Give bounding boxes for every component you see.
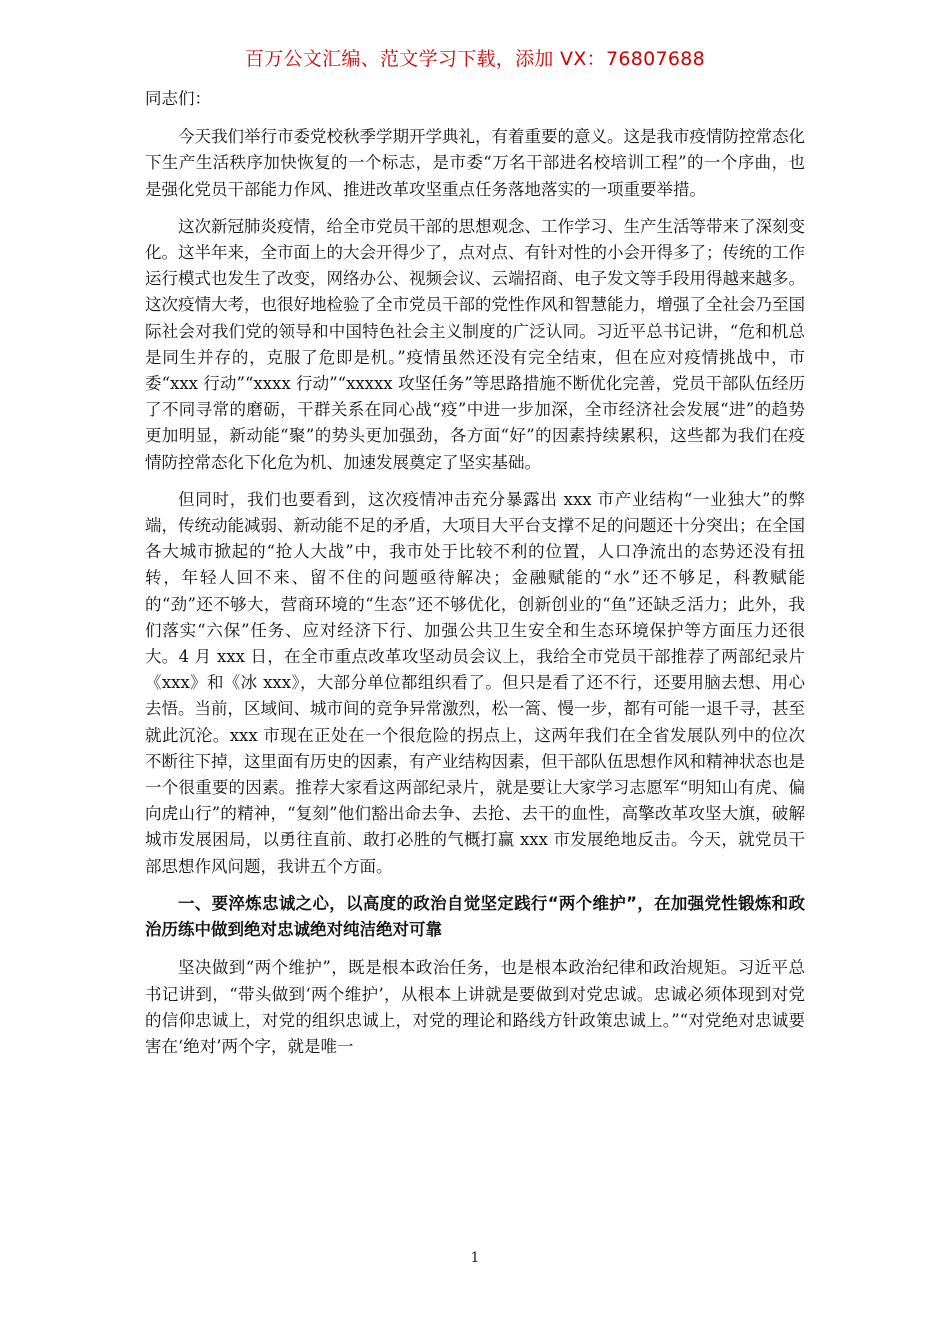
- document-body: [145, 86, 805, 1071]
- salutation: 同志们：: [145, 89, 211, 108]
- page-number: 1: [470, 1250, 480, 1266]
- paragraph-4: 坚决做到“两个维护”，既是根本政治任务，也是根本政治纪律和政治规矩。习近平总书记讲到，“带头做到‘两个维护’，从根本上讲就是要做到对党忠诚。忠诚必须体现到对党的信仰忠诚上，对党的组织忠诚上，对党的理论和路线方针政策忠诚上。”“对党绝对忠诚要害在‘绝对’两个字，就是唯一: [145, 958, 805, 1056]
- paragraph-1: 今天我们举行市委党校秋季学期开学典礼，有着重要的意义。这是我市疫情防控常态化下生产生活秩序加快恢复的一个标志，是市委“万名干部进名校培训工程”的一个序曲，也是强化党员干部能力作风、推进改革攻坚重点任务落地落实的一项重要举措。: [145, 127, 805, 199]
- watermark-banner: 百万公文汇编、范文学习下载，添加 VX：76807688: [244, 48, 706, 70]
- paragraph-3: 但同时，我们也要看到，这次疫情冲击充分暴露出 xxx 市产业结构“一业独大”的弊端，传统动能减弱、新动能不足的矛盾，大项目大平台支撑不足的问题还十分突出；在全国各大城市掀起的“抢人大战”中，我市处于比较不利的位置，人口净流出的态势还没有扭转，年轻人回不来、留不住的问题亟待解决；金融赋能的“水”还不够足，科教赋能的“劲”还不够大，营商环境的“生态”还不够优化，创新创业的“鱼”还缺乏活力；此外，我们落实“六保”任务、应对经济下行、加强公共卫生安全和生态环境保护等方面压力还很大。4 月 xxx 日，在全市重点改革攻坚动员会议上，我给全市党员干部推荐了两部纪录片《xxx》和《冰 xxx》，大部分单位都组织看了。但只是看了还不行，还要用脑去想、用心去悟。当前，区域间、城市间的竞争异常激烈，松一篙、慢一步，都有可能一退千寻，甚至就此沉沦。xxx 市现在正处在一个很危险的拐点上，这两年我们在全省发展队列中的位次不断往下掉，这里面有历史的因素，有产业结构因素，但干部队伍思想作风和精神状态也是一个很重要的因素。推荐大家看这两部纪录片，就是要让大家学习志愿军“明知山有虎、偏向虎山行”的精神，“复刻”他们豁出命去争、去抢、去干的血性，高擎改革攻坚大旗，破解城市发展困局，以勇往直前、敢打必胜的气概打赢 xxx 市发展绝地反击。今天，就党员干部思想作风问题，我讲五个方面。: [145, 489, 805, 876]
- paragraph-2: 这次新冠肺炎疫情，给全市党员干部的思想观念、工作学习、生产生活等带来了深刻变化。这半年来，全市面上的大会开得少了，点对点、有针对性的小会开得多了；传统的工作运行模式也发生了改变，网络办公、视频会议、云端招商、电子发文等手段用得越来越多。这次疫情大考，也很好地检验了全市党员干部的党性作风和智慧能力，增强了全社会乃至国际社会对我们党的领导和中国特色社会主义制度的广泛认同。习近平总书记讲，“危和机总是同生并存的，克服了危即是机。”疫情虽然还没有完全结束，但在应对疫情挑战中，市委“xxx 行动”“xxxx 行动”“xxxxx 攻坚任务”等思路措施不断优化完善，党员干部队伍经历了不同寻常的磨砺，干群关系在同心战“疫”中进一步加深，全市经济社会发展“进”的趋势更加明显，新动能“聚”的势头更加强劲，各方面“好”的因素持续累积，这些都为我们在疫情防控常态化下化危为机、加速发展奠定了坚实基础。: [145, 216, 805, 472]
- section-heading-1: 一、要淬炼忠诚之心，以高度的政治自觉坚定践行“两个维护”，在加强党性锻炼和政治历练中做到绝对忠诚绝对纯洁绝对可靠: [145, 893, 805, 940]
